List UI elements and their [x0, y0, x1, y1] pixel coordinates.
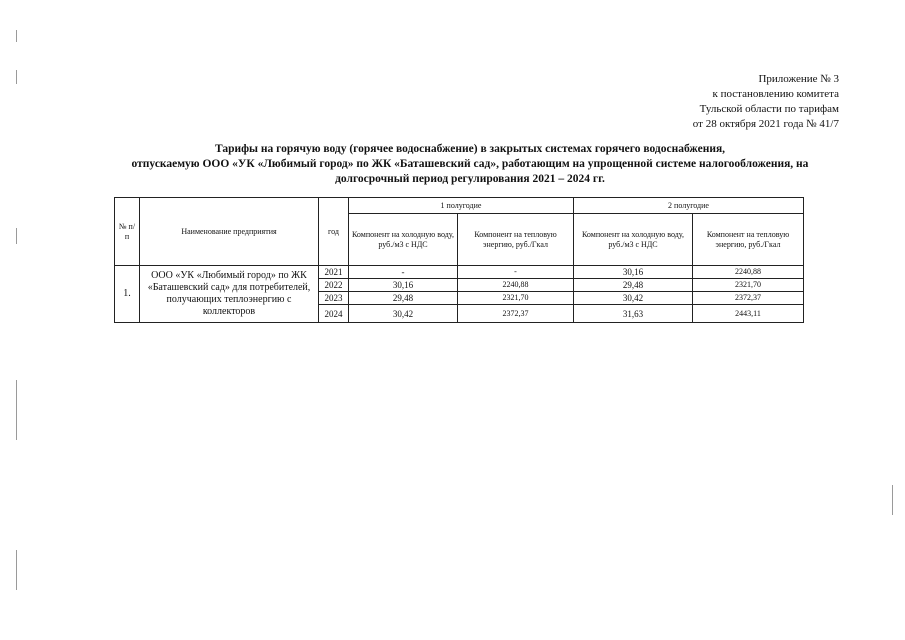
header-year: год	[319, 198, 349, 266]
year-cell: 2023	[319, 292, 349, 305]
cold2-cell: 29,48	[574, 279, 693, 292]
tariff-table	[114, 197, 804, 323]
heat1-cell: -	[458, 266, 574, 279]
table-row	[115, 266, 804, 279]
scan-mark	[16, 550, 17, 590]
cold1-cell: 30,42	[349, 305, 458, 323]
appendix-line: от 28 октября 2021 года № 41/7	[692, 118, 839, 130]
appendix-line: к постановлению комитета	[712, 88, 839, 100]
year-cell: 2021	[319, 266, 349, 279]
appendix-line: Тульской области по тарифам	[699, 103, 839, 115]
header-heat1: Компонент на тепловую энергию, руб./Гкал	[458, 214, 574, 266]
header-half2: 2 полугодие	[574, 198, 804, 214]
heat2-cell: 2372,37	[693, 292, 804, 305]
cold2-cell: 30,16	[574, 266, 693, 279]
cold2-cell: 31,63	[574, 305, 693, 323]
scan-mark	[16, 70, 17, 84]
heat2-cell: 2443,11	[693, 305, 804, 323]
heat2-cell: 2321,70	[693, 279, 804, 292]
header-name: Наименование предприятия	[140, 198, 319, 266]
cold1-cell: 30,16	[349, 279, 458, 292]
heat1-cell: 2321,70	[458, 292, 574, 305]
header-cold2: Компонент на холодную воду, руб./м3 с НДС	[574, 214, 693, 266]
cold1-cell: 29,48	[349, 292, 458, 305]
scan-mark	[16, 30, 17, 42]
row-index: 1.	[115, 266, 140, 323]
heat1-cell: 2240,88	[458, 279, 574, 292]
document-title	[100, 142, 840, 187]
header-no: № п/п	[115, 198, 140, 266]
scan-mark	[16, 228, 17, 244]
cold2-cell: 30,42	[574, 292, 693, 305]
cold1-cell: -	[349, 266, 458, 279]
title-line: долгосрочный период регулирования 2021 – 2024 гг.	[335, 173, 605, 185]
year-cell: 2022	[319, 279, 349, 292]
company-name: ООО «УК «Любимый город» по ЖК «Баташевский сад» для потребителей, получающих теплоэнергию с коллекторов	[140, 266, 319, 323]
title-line: Тарифы на горячую воду (горячее водоснабжение) в закрытых системах горячего водоснабжения,	[214, 143, 726, 155]
scan-mark	[16, 380, 17, 440]
title-line: отпускаемую ООО «УК «Любимый город» по ЖК «Баташевский сад», работающим на упрощенной системе налогообложения, на	[131, 158, 809, 170]
scan-mark	[892, 485, 893, 515]
heat1-cell: 2372,37	[458, 305, 574, 323]
heat2-cell: 2240,88	[693, 266, 804, 279]
year-cell: 2024	[319, 305, 349, 323]
header-heat2: Компонент на тепловую энергию, руб./Гкал	[693, 214, 804, 266]
appendix-line: Приложение № 3	[758, 73, 839, 85]
header-cold1: Компонент на холодную воду, руб./м3 с НДС	[349, 214, 458, 266]
header-half1: 1 полугодие	[349, 198, 574, 214]
appendix-block	[693, 72, 839, 132]
